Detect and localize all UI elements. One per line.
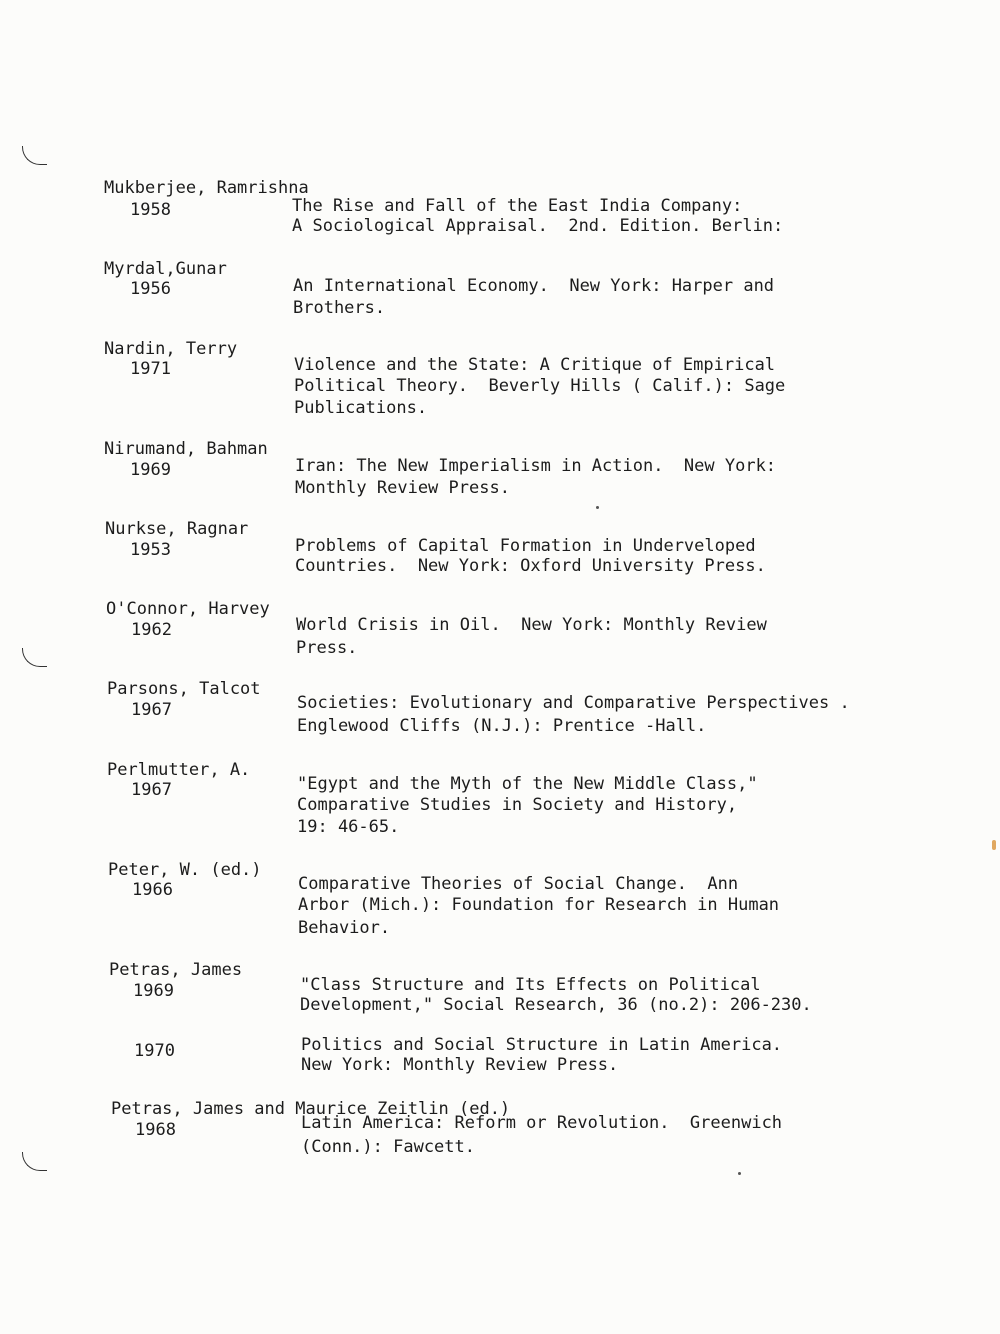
entry-author: Petras, James and Maurice Zeitlin (ed.) (111, 1099, 511, 1119)
entry-citation-line: Comparative Theories of Social Change. Ann (298, 874, 739, 894)
entry-citation-line: Countries. New York: Oxford University Press. (295, 556, 766, 576)
entry-author: Nardin, Terry (104, 339, 238, 359)
entry-year: 1967 (131, 700, 172, 720)
entry-author: Mukberjee, Ramrishna (104, 178, 309, 198)
entry-author: Myrdal,Gunar (104, 259, 227, 279)
entry-citation-line: Press. (296, 638, 358, 658)
entry-citation-line: Development," Social Research, 36 (no.2): 206-230. (300, 995, 812, 1015)
entry-citation-line: Violence and the State: A Critique of Empirical (294, 355, 776, 375)
entry-year: 1971 (130, 359, 171, 379)
entry-author: Perlmutter, A. (107, 760, 251, 780)
entry-author: O'Connor, Harvey (106, 599, 270, 619)
entry-citation-line: Comparative Studies in Society and History, (297, 795, 738, 815)
entry-citation-line: A Sociological Appraisal. 2nd. Edition. Berlin: (292, 216, 784, 236)
entry-citation-line: Publications. (294, 398, 428, 418)
entry-year: 1956 (130, 279, 171, 299)
entry-citation-line: The Rise and Fall of the East India Company: (292, 196, 743, 216)
entry-citation-line: Iran: The New Imperialism in Action. New York: (295, 456, 777, 476)
entry-year: 1953 (130, 540, 171, 560)
entry-author: Peter, W. (ed.) (108, 860, 262, 880)
entry-author: Parsons, Talcot (107, 679, 261, 699)
entry-year: 1969 (133, 981, 174, 1001)
entry-year: 1962 (131, 620, 172, 640)
binder-hole-mark-bottom (22, 1152, 47, 1171)
entry-citation-line: Politics and Social Structure in Latin America. (301, 1035, 783, 1055)
paper-speck (596, 506, 599, 509)
entry-citation-line: World Crisis in Oil. New York: Monthly Review (296, 615, 767, 635)
entry-citation-line: 19: 46-65. (297, 817, 400, 837)
entry-citation-line: Political Theory. Beverly Hills ( Calif.): Sage (294, 376, 786, 396)
entry-citation-line: Monthly Review Press. (295, 478, 510, 498)
entry-citation-line: Brothers. (293, 298, 386, 318)
entry-year: 1970 (134, 1041, 175, 1061)
binder-hole-mark-top (22, 146, 47, 165)
binder-hole-mark-middle (22, 648, 47, 667)
entry-citation-line: Societies: Evolutionary and Comparative Perspectives . (297, 693, 850, 713)
entry-citation-line: Problems of Capital Formation in Underveloped (295, 536, 756, 556)
entry-year: 1958 (130, 200, 171, 220)
entry-citation-line: Englewood Cliffs (N.J.): Prentice -Hall. (297, 716, 707, 736)
entry-citation-line: Arbor (Mich.): Foundation for Research in Human (298, 895, 780, 915)
entry-year: 1968 (135, 1120, 176, 1140)
entry-citation-line: Latin America: Reform or Revolution. Greenwich (301, 1113, 783, 1133)
entry-citation-line: New York: Monthly Review Press. (301, 1055, 619, 1075)
entry-citation-line: "Egypt and the Myth of the New Middle Class," (297, 774, 758, 794)
entry-citation-line: (Conn.): Fawcett. (301, 1137, 475, 1157)
entry-year: 1967 (131, 780, 172, 800)
paper-speck (738, 1172, 741, 1175)
entry-year: 1969 (130, 460, 171, 480)
entry-year: 1966 (132, 880, 173, 900)
entry-author: Nurkse, Ragnar (105, 519, 249, 539)
entry-citation-line: "Class Structure and Its Effects on Political (300, 975, 761, 995)
paper-edge-mark (992, 840, 996, 850)
entry-author: Nirumand, Bahman (104, 439, 268, 459)
entry-citation-line: Behavior. (298, 918, 391, 938)
entry-author: Petras, James (109, 960, 243, 980)
entry-citation-line: An International Economy. New York: Harper and (293, 276, 775, 296)
